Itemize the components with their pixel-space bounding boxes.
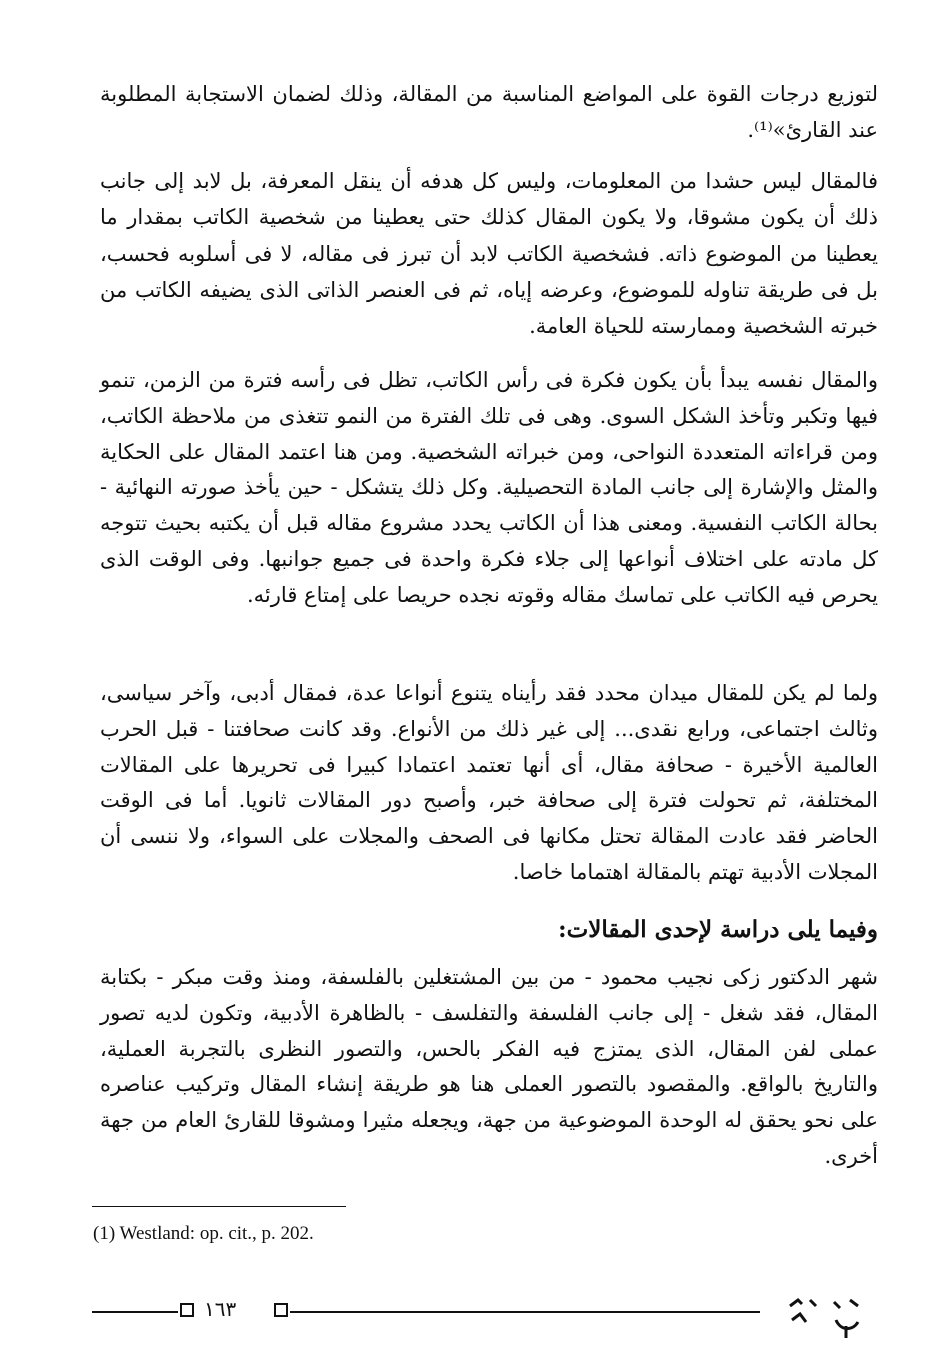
ornament-icon — [786, 1296, 866, 1342]
page-number: ١٦٣ — [204, 1297, 237, 1321]
footer-rule-right — [290, 1311, 760, 1313]
footer-square-left — [180, 1303, 194, 1317]
footer-square-right — [274, 1303, 288, 1317]
footer-rule-left — [92, 1311, 178, 1313]
footnote-divider — [92, 1206, 346, 1207]
paragraph-1: لتوزيع درجات القوة على المواضع المناسبة من المقالة، وذلك لضمان الاستجابة المطلوبة عند القارئ»⁽¹⁾. — [100, 82, 878, 143]
paragraph-5: شهر الدكتور زكى نجيب محمود - من بين المشتغلين بالفلسفة، ومنذ وقت مبكر - بكتابة المقال، فقد شغل - إلى جانب الفلسفة والتفلسف - بالظاهرة الأدبية، وتكون لديه تصور عملى لفن المقال، الذى يمتزج فيه الفكر بالحس، والتصور النظرى بالتجربة العملية، والتاريخ بالواقع. والمقصود بالتصور العملى هنا هو طريقة إنشاء المقال وتركيب عناصره على نحو يحقق له الوحدة الموضوعية من جهة، ويجعله مثيرا ومشوقا للقارئ العام من جهة أخرى. — [100, 965, 878, 1168]
paragraph-4: ولما لم يكن للمقال ميدان محدد فقد رأيناه يتنوع أنواعا عدة، فمقال أدبى، وآخر سياسى، وثالث اجتماعى، ورابع نقدى... إلى غير ذلك من الأنواع. وقد كانت صحافتنا - قبل الحرب العالمية الأخيرة - صحافة مقال، أى أنها تعتمد اعتمادا كبيرا فى تحريرها على المقالات المختلفة، ثم تحولت فترة إلى صحافة خبر، وأصبح دور المقالات ثانويا. أما فى الوقت الحاضر فقد عادت المقالة تحتل مكانها فى الصحف والمجلات على السواء، ولا ننسى أن المجلات الأدبية تهتم بالمقالة اهتماما خاصا. — [100, 681, 878, 884]
paragraph-3: والمقال نفسه يبدأ بأن يكون فكرة فى رأس الكاتب، تظل فى رأسه فترة من الزمن، تنمو فيها وتكبر وتأخذ الشكل السوى. وهى فى تلك الفترة من النمو تتغذى من ملاحظة الكاتب، ومن قراءاته المتعددة النواحى، ومن خبراته الشخصية. ومن هنا اعتمد المقال على الحكاية والمثل والإشارة إلى جانب المادة التحصيلية. وكل ذلك يتشكل - حين يأخذ صورته النهائية - بحالة الكاتب النفسية. ومعنى هذا أن الكاتب يحدد مشروع مقاله قبل أن يكتبه بحيث تتوجه كل مادته على اختلاف أنواعها إلى جلاء فكرة واحدة فى جميع جوانبها. وفى الوقت الذى يحرص فيه الكاتب على تماسك مقاله وقوته نجده حريصا على إمتاع قارئه. — [100, 368, 878, 607]
paragraph-2: فالمقال ليس حشدا من المعلومات، وليس كل هدفه أن ينقل المعرفة، بل لابد إلى جانب ذلك أن يكون مشوقا، ولا يكون المقال كذلك حتى يعطينا من شخصية الكاتب بمقدار ما يعطينا من الموضوع ذاته. فشخصية الكاتب لابد أن تبرز فى مقاله، لا فى أسلوبه فحسب، بل فى طريقة تناوله للموضوع، وعرضه إياه، ثم فى العنصر الذاتى الذى يضيفه الكاتب من خبرته الشخصية وممارسته للحياة العامة. — [100, 169, 878, 339]
footnote: (1) Westland: op. cit., p. 202. — [93, 1223, 314, 1244]
section-heading: وفيما يلى دراسة لإحدى المقالات: — [558, 916, 878, 943]
